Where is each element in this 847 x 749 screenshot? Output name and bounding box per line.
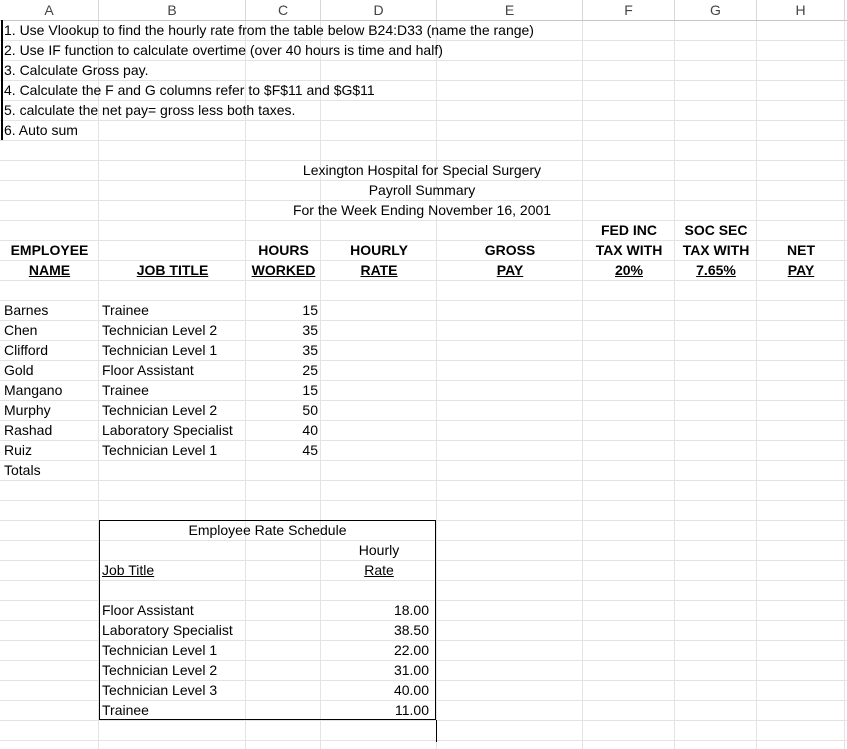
employee-hours[interactable]: 40	[302, 422, 318, 438]
column-header-bar	[0, 0, 847, 21]
header-fed-pct[interactable]: 20%	[614, 262, 644, 278]
instruction-1[interactable]: 1. Use Vlookup to find the hourly rate from the table below B24:D33 (name the range)	[4, 22, 534, 38]
employee-name[interactable]: Murphy	[4, 402, 51, 418]
header-net[interactable]: NET	[787, 242, 815, 258]
employee-name[interactable]: Rashad	[4, 422, 53, 438]
column-header-e[interactable]: E	[437, 0, 583, 20]
header-hourly[interactable]: HOURLY	[350, 242, 408, 258]
rate-row-value[interactable]: 38.50	[393, 622, 429, 638]
column-header-a[interactable]: A	[0, 0, 99, 20]
employee-job[interactable]: Technician Level 1	[102, 442, 218, 458]
rate-row-job[interactable]: Technician Level 2	[102, 662, 218, 678]
header-pay[interactable]: PAY	[496, 262, 524, 278]
header-soc-pct[interactable]: 7.65%	[696, 262, 736, 278]
employee-job[interactable]: Technician Level 2	[102, 322, 218, 338]
header-fed-tax-with[interactable]: TAX WITH	[595, 242, 663, 258]
rate-row-job[interactable]: Laboratory Specialist	[102, 622, 233, 638]
header-employee[interactable]: EMPLOYEE	[10, 242, 89, 258]
employee-hours[interactable]: 45	[302, 442, 318, 458]
column-header-h[interactable]: H	[757, 0, 845, 20]
column-header-g[interactable]: G	[675, 0, 757, 20]
employee-hours[interactable]: 25	[302, 362, 318, 378]
header-hours[interactable]: HOURS	[258, 242, 309, 258]
employee-job[interactable]: Trainee	[102, 382, 149, 398]
report-title[interactable]: Lexington Hospital for Special Surgery	[302, 162, 542, 178]
employee-job[interactable]: Trainee	[102, 302, 149, 318]
header-net-pay[interactable]: PAY	[787, 262, 815, 278]
employee-job[interactable]: Floor Assistant	[102, 362, 194, 378]
rate-row-value[interactable]: 40.00	[393, 682, 429, 698]
employee-hours[interactable]: 35	[302, 322, 318, 338]
header-name[interactable]: NAME	[28, 262, 71, 278]
header-fed-inc[interactable]: FED INC	[601, 222, 657, 238]
rate-row-value[interactable]: 22.00	[393, 642, 429, 658]
instruction-4[interactable]: 4. Calculate the F and G columns refer to $F$11 and $G$11	[4, 82, 375, 98]
employee-hours[interactable]: 35	[302, 342, 318, 358]
rate-row-job[interactable]: Trainee	[102, 702, 149, 718]
rate-schedule-border-extension	[436, 720, 437, 742]
header-gross[interactable]: GROSS	[484, 242, 536, 258]
header-soc-sec[interactable]: SOC SEC	[684, 222, 748, 238]
column-header-b[interactable]: B	[99, 0, 246, 20]
employee-hours[interactable]: 15	[302, 382, 318, 398]
instruction-6[interactable]: 6. Auto sum	[4, 122, 78, 138]
employee-job[interactable]: Laboratory Specialist	[102, 422, 233, 438]
instruction-5[interactable]: 5. calculate the net pay= gross less both taxes.	[4, 102, 296, 118]
rate-row-value[interactable]: 31.00	[393, 662, 429, 678]
rate-schedule-job-title[interactable]: Job Title	[102, 562, 155, 578]
employee-hours[interactable]: 15	[302, 302, 318, 318]
rate-schedule-hourly[interactable]: Hourly	[358, 542, 400, 558]
report-subtitle[interactable]: Payroll Summary	[368, 182, 476, 198]
employee-name[interactable]: Chen	[4, 322, 38, 338]
employee-hours[interactable]: 50	[302, 402, 318, 418]
rate-row-job[interactable]: Technician Level 3	[102, 682, 218, 698]
employee-name[interactable]: Barnes	[4, 302, 49, 318]
rate-schedule-title[interactable]: Employee Rate Schedule	[188, 522, 347, 538]
header-job-title[interactable]: JOB TITLE	[136, 262, 209, 278]
instruction-2[interactable]: 2. Use IF function to calculate overtime (over 40 hours is time and half)	[4, 42, 443, 58]
rate-schedule-rate[interactable]: Rate	[364, 562, 394, 578]
column-header-f[interactable]: F	[583, 0, 675, 20]
employee-name[interactable]: Gold	[4, 362, 34, 378]
rate-row-value[interactable]: 18.00	[393, 602, 429, 618]
rate-row-job[interactable]: Floor Assistant	[102, 602, 194, 618]
header-soc-tax-with[interactable]: TAX WITH	[682, 242, 750, 258]
employee-job[interactable]: Technician Level 1	[102, 342, 218, 358]
column-header-c[interactable]: C	[246, 0, 321, 20]
report-period[interactable]: For the Week Ending November 16, 2001	[292, 202, 552, 218]
employee-name[interactable]: Clifford	[4, 342, 49, 358]
employee-job[interactable]: Technician Level 2	[102, 402, 218, 418]
header-worked[interactable]: WORKED	[251, 262, 316, 278]
employee-name[interactable]: Ruiz	[4, 442, 33, 458]
rate-row-job[interactable]: Technician Level 1	[102, 642, 218, 658]
header-rate[interactable]: RATE	[360, 262, 398, 278]
totals-label[interactable]: Totals	[4, 462, 41, 478]
employee-name[interactable]: Mangano	[4, 382, 63, 398]
column-header-d[interactable]: D	[321, 0, 437, 20]
rate-row-value[interactable]: 11.00	[395, 702, 429, 718]
instruction-3[interactable]: 3. Calculate Gross pay.	[4, 62, 149, 78]
